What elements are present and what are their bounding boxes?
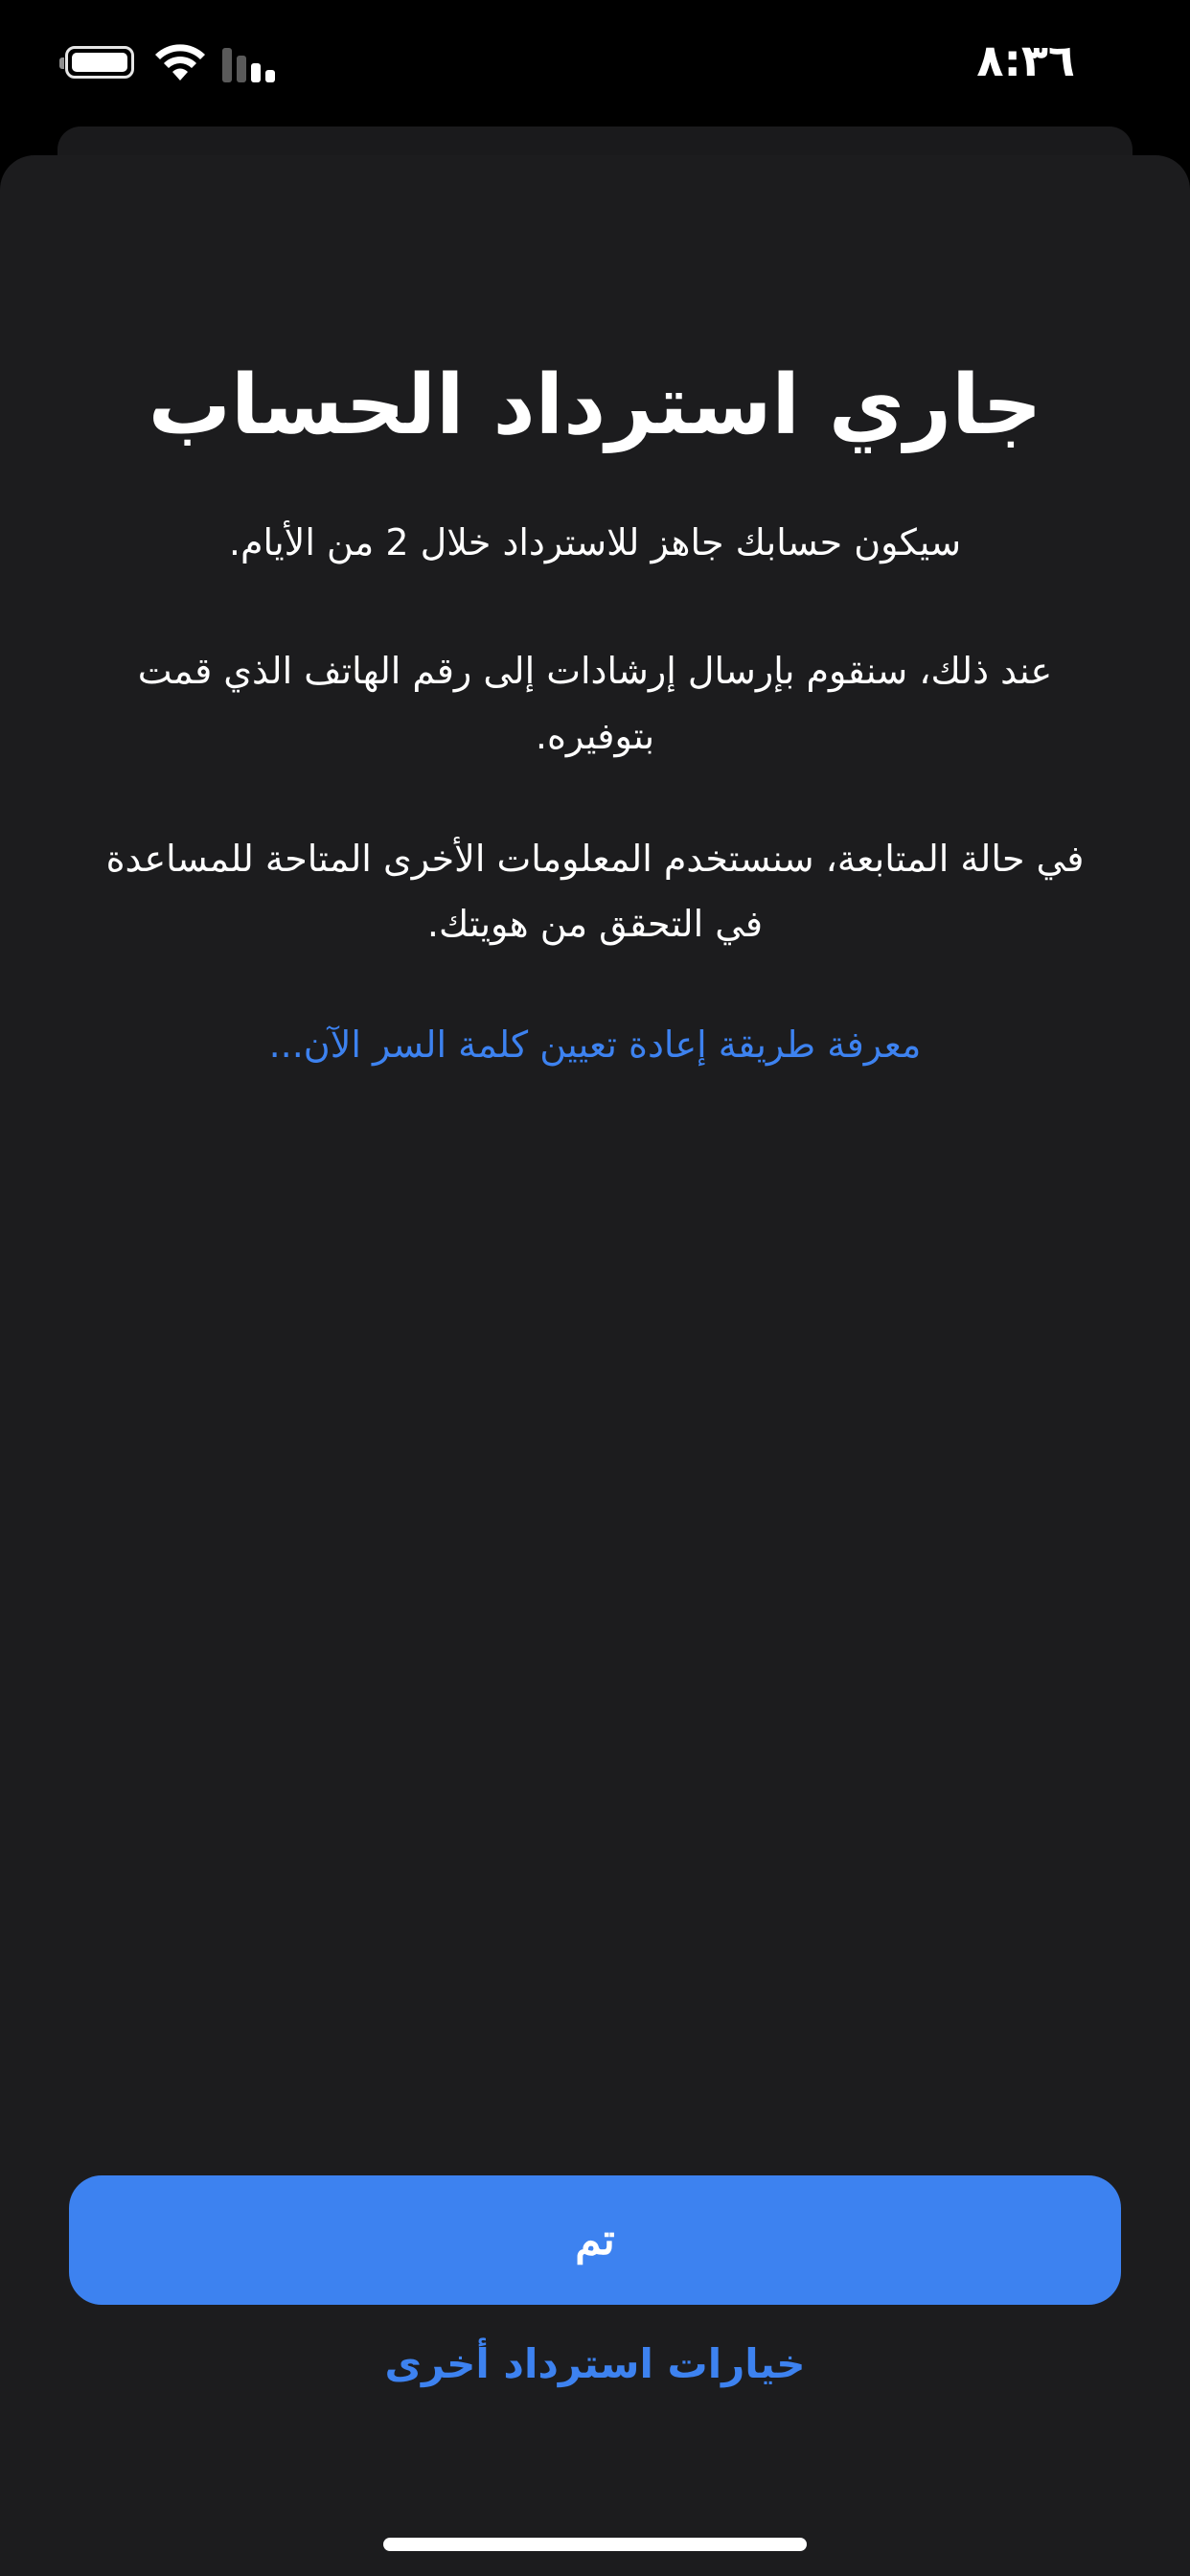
verification-text: في حالة المتابعة، سنستخدم المعلومات الأخرى المتاحة للمساعدة في التحقق من هويتك. [105,838,1085,945]
done-button[interactable]: تم [69,2175,1121,2305]
status-time: ٨:٣٦ [976,34,1075,86]
status-bar [0,0,1190,125]
battery-icon [65,46,134,79]
recovery-time-text: سيكون حسابك جاهز للاسترداد خلال 2 من الأيام. [228,521,962,564]
page-title: جاري استرداد الحساب [148,357,1042,453]
home-indicator[interactable] [383,2538,807,2551]
cellular-signal-icon [222,48,278,82]
wifi-icon [153,42,207,82]
learn-reset-password-link[interactable]: معرفة طريقة إعادة تعيين كلمة السر الآن... [268,1024,922,1066]
other-recovery-options-button[interactable]: خيارات استرداد أخرى [384,2340,806,2387]
instructions-text: عند ذلك، سنقوم بإرسال إرشادات إلى رقم الهاتف الذي قمت بتوفيره. [137,650,1053,757]
